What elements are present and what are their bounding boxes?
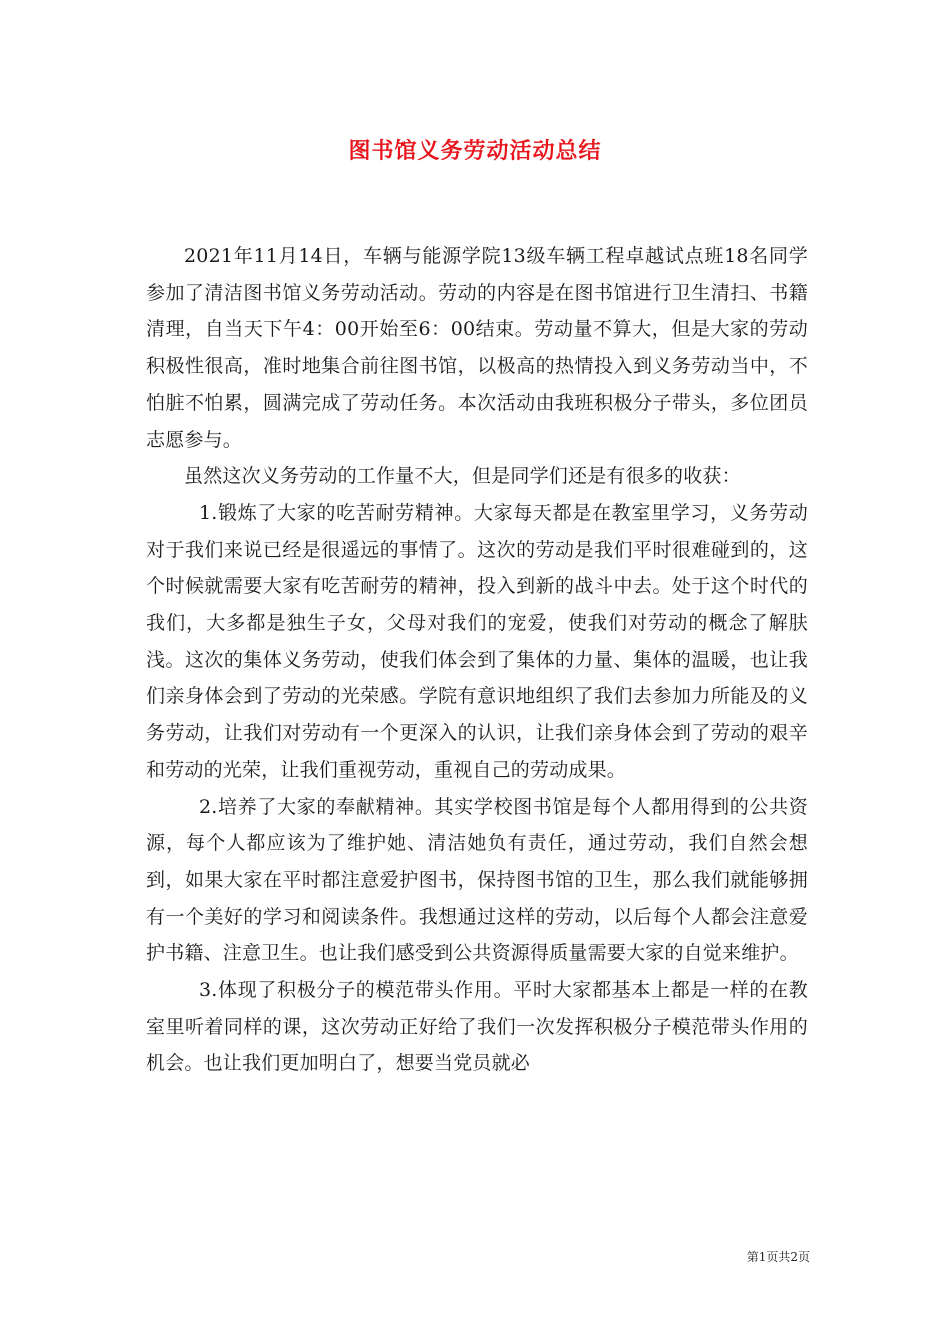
document-body: [146, 238, 808, 1082]
paragraph-harvest: 虽然这次义务劳动的工作量不大，但是同学们还是有很多的收获：: [184, 465, 741, 488]
document-title: 图书馆义务劳动活动总结: [348, 139, 602, 164]
paragraph-point-1: 1.锻炼了大家的吃苦耐劳精神。大家每天都是在教室里学习，义务劳动对于我们来说已经是很遥远的事情了。这次的劳动是我们平时很难碰到的，这个时候就需要大家有吃苦耐劳的精神，投入到新的战斗中去。处于这个时代的我们，大多都是独生子女，父母对我们的宠爱，使我们对劳动的概念了解肤浅。这次的集体义务劳动，使我们体会到了集体的力量、集体的温暖，也让我们亲身体会到了劳动的光荣感。学院有意识地组织了我们去参加力所能及的义务劳动，让我们对劳动有一个更深入的认识，让我们亲身体会到了劳动的艰辛和劳动的光荣，让我们重视劳动，重视自己的劳动成果。: [146, 501, 808, 781]
paragraph-point-2: 2.培养了大家的奉献精神。其实学校图书馆是每个人都用得到的公共资源，每个人都应该为了维护她、清洁她负有责任，通过劳动，我们自然会想到，如果大家在平时都注意爱护图书，保持图书馆的卫生，那么我们就能够拥有一个美好的学习和阅读条件。我想通过这样的劳动，以后每个人都会注意爱护书籍、注意卫生。也让我们感受到公共资源得质量需要大家的自觉来维护。: [146, 795, 808, 965]
page-number: 第1页共2页: [746, 1250, 810, 1264]
paragraph-intro: 2021年11月14日，车辆与能源学院13级车辆工程卓越试点班18名同学参加了清洁图书馆义务劳动活动。劳动的内容是在图书馆进行卫生清扫、书籍清理，自当天下午4：00开始至6：00结束。劳动量不算大，但是大家的劳动积极性很高，准时地集合前往图书馆，以极高的热情投入到义务劳动当中，不怕脏不怕累，圆满完成了劳动任务。本次活动由我班积极分子带头，多位团员志愿参与。: [146, 245, 808, 451]
paragraph-point-3: 3.体现了积极分子的模范带头作用。平时大家都基本上都是一样的在教室里听着同样的课，这次劳动正好给了我们一次发挥积极分子模范带头作用的机会。也让我们更加明白了，想要当党员就必: [146, 979, 808, 1075]
